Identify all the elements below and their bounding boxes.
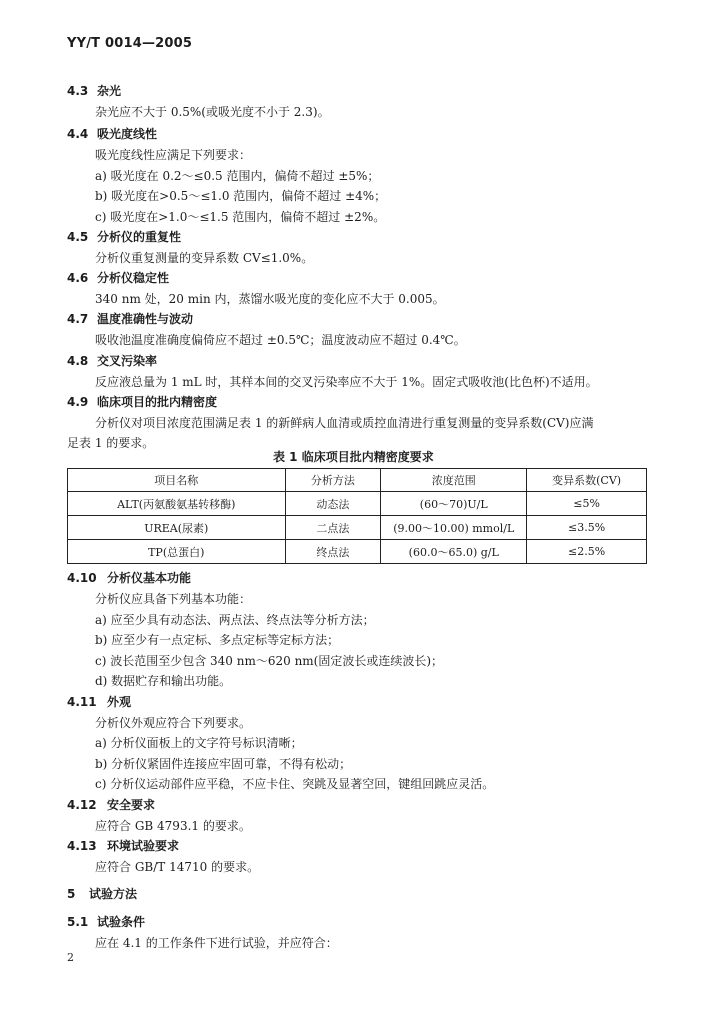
section-4-8-text: 反应液总量为 1 mL 时，其样本间的交叉污染率应不大于 1%。固定式吸收池(比色杯)不适用。: [95, 375, 598, 389]
column-header: 变异系数(CV): [527, 469, 647, 492]
section-4-13-heading: 4.13 环境试验要求: [67, 839, 180, 853]
section-4-5-text: 分析仪重复测量的变异系数 CV≤1.0%。: [95, 251, 314, 265]
list-item: a) 分析仪面板上的文字符号标识清晰；: [95, 736, 303, 750]
section-4-5-heading: 4.5 分析仪的重复性: [67, 230, 182, 244]
list-item: b) 吸光度在>0.5～≤1.0 范围内，偏倚不超过 ±4%；: [95, 189, 387, 203]
table-cell: (60.0～65.0) g/L: [381, 540, 527, 564]
column-header: 浓度范围: [381, 469, 527, 492]
section-4-13-text: 应符合 GB/T 14710 的要求。: [95, 860, 260, 874]
section-4-12-text: 应符合 GB 4793.1 的要求。: [95, 819, 251, 833]
list-item: c) 吸光度在>1.0～≤1.5 范围内，偏倚不超过 ±2%。: [95, 210, 386, 224]
list-item: a) 应至少具有动态法、两点法、终点法等分析方法；: [95, 613, 375, 627]
table-caption: 表 1 临床项目批内精密度要求: [273, 450, 434, 464]
table-cell: ≤2.5%: [527, 540, 647, 564]
table-cell: ≤3.5%: [527, 516, 647, 540]
section-4-4-intro: 吸光度线性应满足下列要求：: [95, 148, 252, 162]
section-4-9-text-line1: 分析仪对项目浓度范围满足表 1 的新鲜病人血清或质控血清进行重复测量的变异系数(CV)应满: [95, 416, 594, 430]
section-4-4-heading: 4.4 吸光度线性: [67, 127, 158, 141]
section-4-12-heading: 4.12 安全要求: [67, 798, 156, 812]
list-item: b) 应至少有一点定标、多点定标等定标方法；: [95, 633, 340, 647]
table-row: [68, 516, 647, 540]
standard-code: YY/T 0014—2005: [67, 36, 193, 51]
table-row: [68, 540, 647, 564]
list-item: b) 分析仪紧固件连接应牢固可靠，不得有松动；: [95, 757, 352, 771]
table-cell: UREA(尿素): [68, 516, 286, 540]
section-5-1-text: 应在 4.1 的工作条件下进行试验，并应符合：: [95, 936, 338, 950]
precision-requirements-table: [67, 468, 647, 564]
column-header: 项目名称: [68, 469, 286, 492]
table-cell: (60～70)U/L: [381, 492, 527, 516]
table-row: [68, 492, 647, 516]
table-cell: 终点法: [285, 540, 381, 564]
list-item: a) 吸光度在 0.2～≤0.5 范围内，偏倚不超过 ±5%；: [95, 169, 380, 183]
section-4-11-heading: 4.11 外观: [67, 695, 132, 709]
section-4-3-heading: 4.3 杂光: [67, 84, 122, 98]
list-item: d) 数据贮存和输出功能。: [95, 674, 232, 688]
section-4-3-text: 杂光应不大于 0.5%(或吸光度不小于 2.3)。: [95, 105, 330, 119]
section-4-7-text: 吸收池温度准确度偏倚应不超过 ±0.5℃；温度波动应不超过 0.4℃。: [95, 333, 466, 347]
table-cell: TP(总蛋白): [68, 540, 286, 564]
list-item: c) 波长范围至少包含 340 nm～620 nm(固定波长或连续波长)；: [95, 654, 444, 668]
table-cell: (9.00～10.00) mmol/L: [381, 516, 527, 540]
section-4-10-intro: 分析仪应具备下列基本功能：: [95, 592, 252, 606]
section-4-7-heading: 4.7 温度准确性与波动: [67, 312, 194, 326]
section-4-9-text-line2: 足表 1 的要求。: [67, 436, 155, 450]
section-4-11-intro: 分析仪外观应符合下列要求。: [95, 716, 252, 730]
section-5-heading: 5 试验方法: [67, 887, 138, 901]
table-cell: 动态法: [285, 492, 381, 516]
table-cell: ALT(丙氨酸氨基转移酶): [68, 492, 286, 516]
section-4-6-heading: 4.6 分析仪稳定性: [67, 271, 170, 285]
column-header: 分析方法: [285, 469, 381, 492]
section-4-10-heading: 4.10 分析仪基本功能: [67, 571, 192, 585]
section-4-9-heading: 4.9 临床项目的批内精密度: [67, 395, 218, 409]
list-item: c) 分析仪运动部件应平稳，不应卡住、突跳及显著空回，键组回跳应灵活。: [95, 777, 495, 791]
section-4-8-heading: 4.8 交叉污染率: [67, 354, 158, 368]
table-cell: ≤5%: [527, 492, 647, 516]
section-4-6-text: 340 nm 处，20 min 内，蒸馏水吸光度的变化应不大于 0.005。: [95, 292, 445, 306]
table-cell: 二点法: [285, 516, 381, 540]
page-number: 2: [67, 951, 74, 964]
table-header-row: [68, 469, 647, 492]
section-5-1-heading: 5.1 试验条件: [67, 915, 146, 929]
